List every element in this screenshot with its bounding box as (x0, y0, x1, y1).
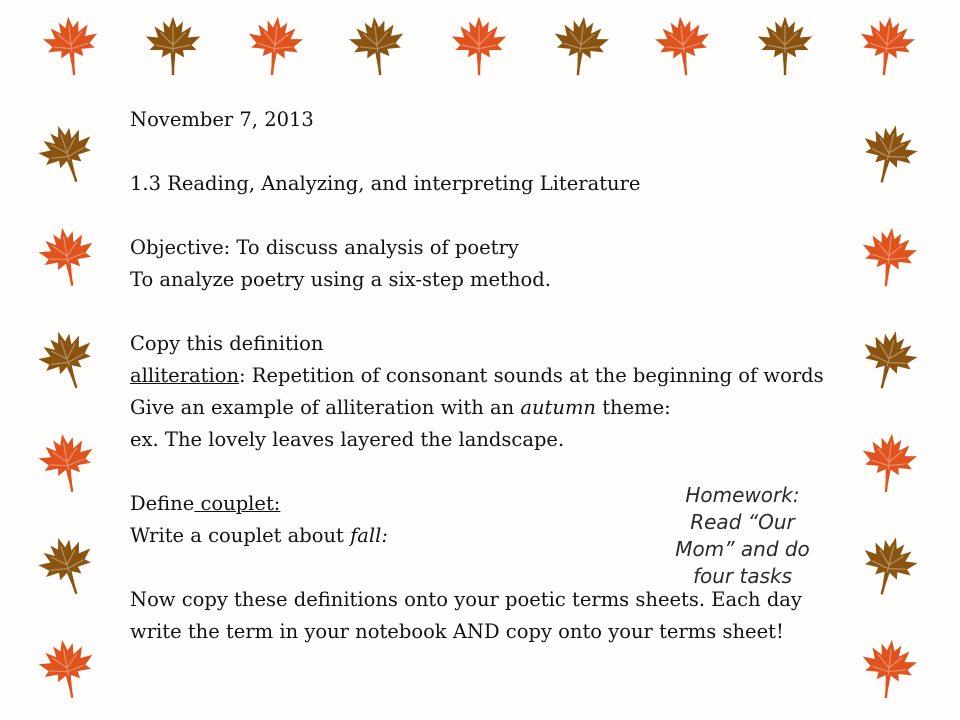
maple-leaf-icon (448, 14, 510, 76)
example-prompt (130, 392, 855, 424)
homework-line-1: Homework: (685, 483, 800, 507)
maple-leaf-icon (28, 114, 106, 192)
maple-leaf-icon (855, 634, 923, 702)
maple-leaf-icon (28, 526, 106, 604)
define-prefix: Define (130, 492, 195, 515)
closing-instruction: Now copy these definitions onto your poetic terms sheets. Each day write the term in your notebook AND copy onto your terms sheet! (130, 588, 802, 643)
alliteration-definition: : Repetition of consonant sounds at the beginning of words (239, 364, 824, 387)
maple-leaf-icon (37, 11, 105, 79)
objective-label: Objective: (130, 236, 231, 259)
maple-leaf-icon (142, 14, 204, 76)
lesson-standard: 1.3 Reading, Analyzing, and interpreting Literature (130, 172, 641, 195)
maple-leaf-icon (28, 320, 106, 398)
couplet-prompt-text: Write a couplet about (130, 524, 351, 547)
example-prompt-emphasis: autumn (520, 396, 596, 419)
couplet-term: couplet: (194, 492, 281, 515)
objective-text: To discuss analysis of poetry (230, 236, 519, 259)
maple-leaf-icon (855, 428, 923, 496)
alliteration-definition-line (130, 360, 855, 392)
example-sentence: ex. The lovely leaves layered the landscape. (130, 428, 565, 451)
maple-leaf-icon (851, 115, 926, 190)
objective-line (130, 232, 855, 264)
alliteration-term: alliteration (130, 364, 240, 387)
example-prompt-end: theme: (596, 396, 671, 419)
maple-leaf-icon (31, 426, 103, 498)
couplet-prompt-emphasis: fall: (350, 524, 388, 547)
maple-leaf-icon (649, 11, 717, 79)
maple-leaf-icon (853, 11, 921, 79)
homework-line-4: four tasks (692, 564, 793, 588)
maple-leaf-icon (851, 527, 926, 602)
maple-leaf-icon (31, 220, 103, 292)
maple-leaf-icon (547, 11, 615, 79)
maple-leaf-icon (343, 11, 411, 79)
maple-leaf-icon (241, 11, 309, 79)
homework-note (640, 482, 845, 590)
example-prompt-text: Give an example of alliteration with an (130, 396, 521, 419)
maple-leaf-icon (851, 321, 926, 396)
maple-leaf-icon (754, 14, 816, 76)
copy-definition-instruction: Copy this definition (130, 332, 324, 355)
objective-line-2: To analyze poetry using a six-step method. (130, 268, 551, 291)
homework-line-3: Mom” and do (675, 537, 810, 561)
maple-leaf-icon (31, 632, 103, 704)
lesson-date: November 7, 2013 (130, 108, 314, 131)
homework-line-2: Read “Our (690, 510, 795, 534)
maple-leaf-icon (855, 222, 923, 290)
